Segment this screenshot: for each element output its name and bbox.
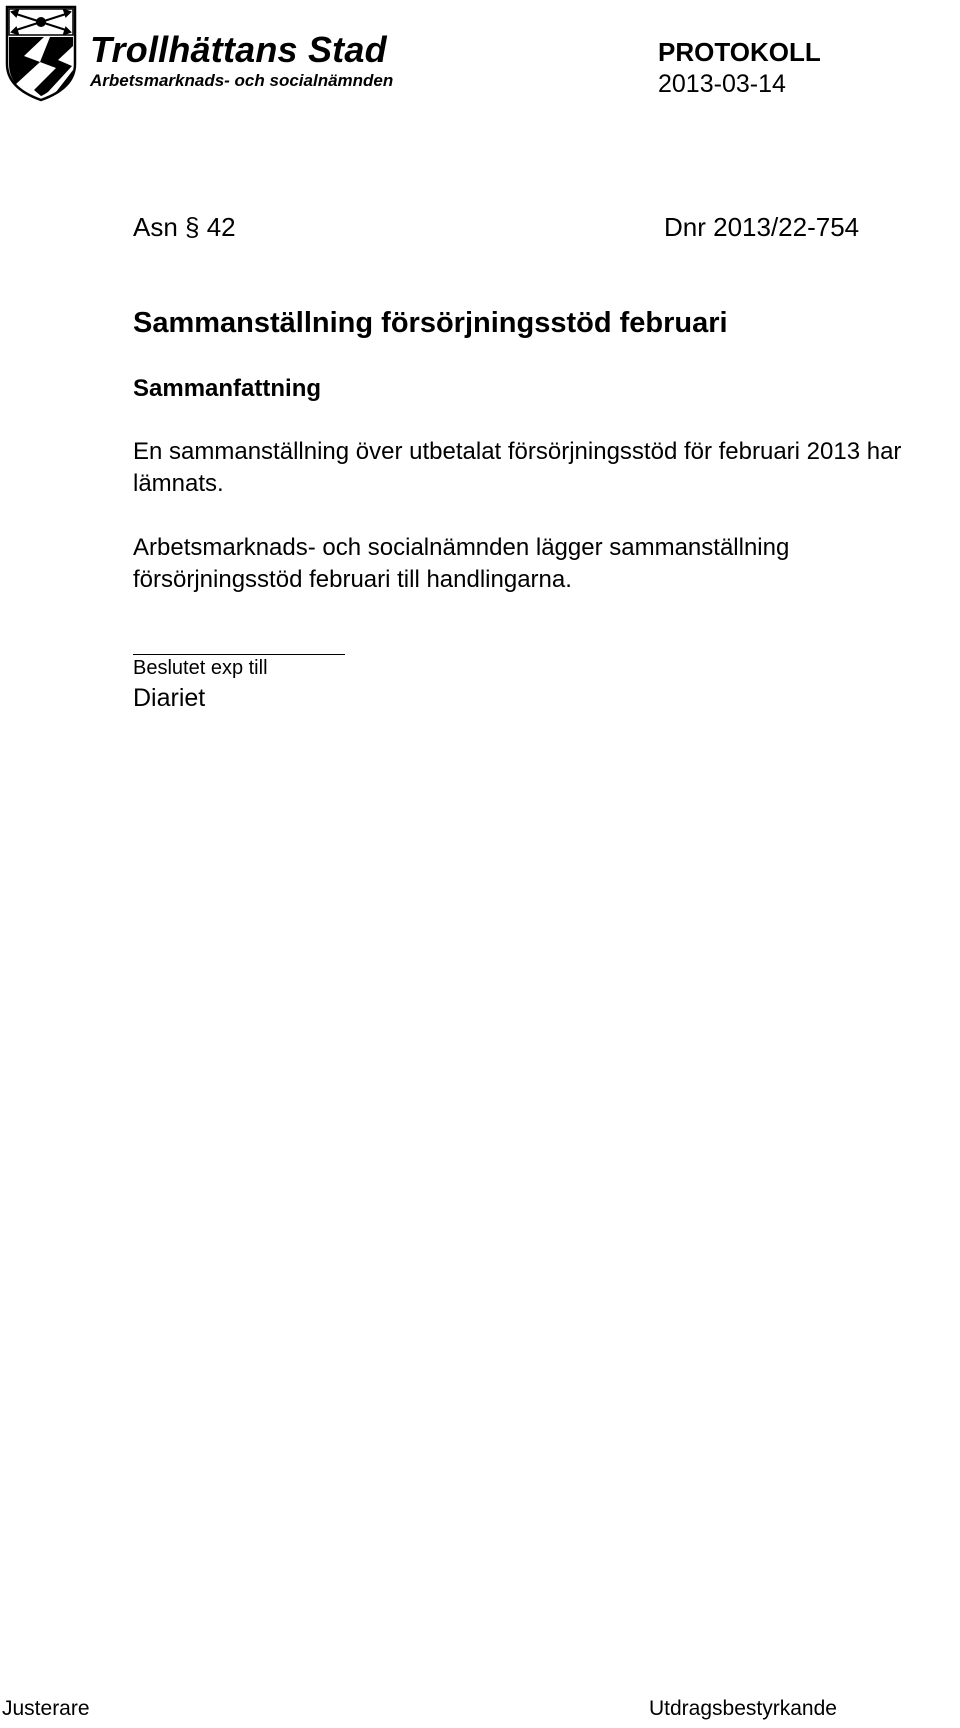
document-date: 2013-03-14 [658, 70, 786, 98]
item-title: Sammanställning försörjningsstöd februari [133, 307, 728, 339]
municipal-crest-logo [4, 4, 78, 102]
diary-number: Dnr 2013/22-754 [664, 212, 860, 242]
document-type: PROTOKOLL [658, 37, 821, 67]
footer-certification-label: Utdragsbestyrkande [649, 1697, 837, 1720]
summary-text: En sammanställning över utbetalat försörjningsstöd för februari 2013 har lämnats. [133, 438, 902, 497]
summary-heading: Sammanfattning [133, 375, 322, 402]
paragraph-reference: Asn § 42 [133, 212, 236, 242]
committee-name: Arbetsmarknads- och socialnämnden [90, 71, 394, 90]
organization-name: Trollhättans Stad [90, 29, 387, 70]
distribution-label: Beslutet exp till [133, 657, 268, 679]
distribution-divider [133, 654, 345, 655]
distribution-recipient: Diariet [133, 684, 206, 712]
footer-adjuster-label: Justerare [2, 1697, 90, 1720]
decision-text: Arbetsmarknads- och socialnämnden lägger sammanställning försörjningsstöd februari till handlingarna. [133, 534, 790, 593]
